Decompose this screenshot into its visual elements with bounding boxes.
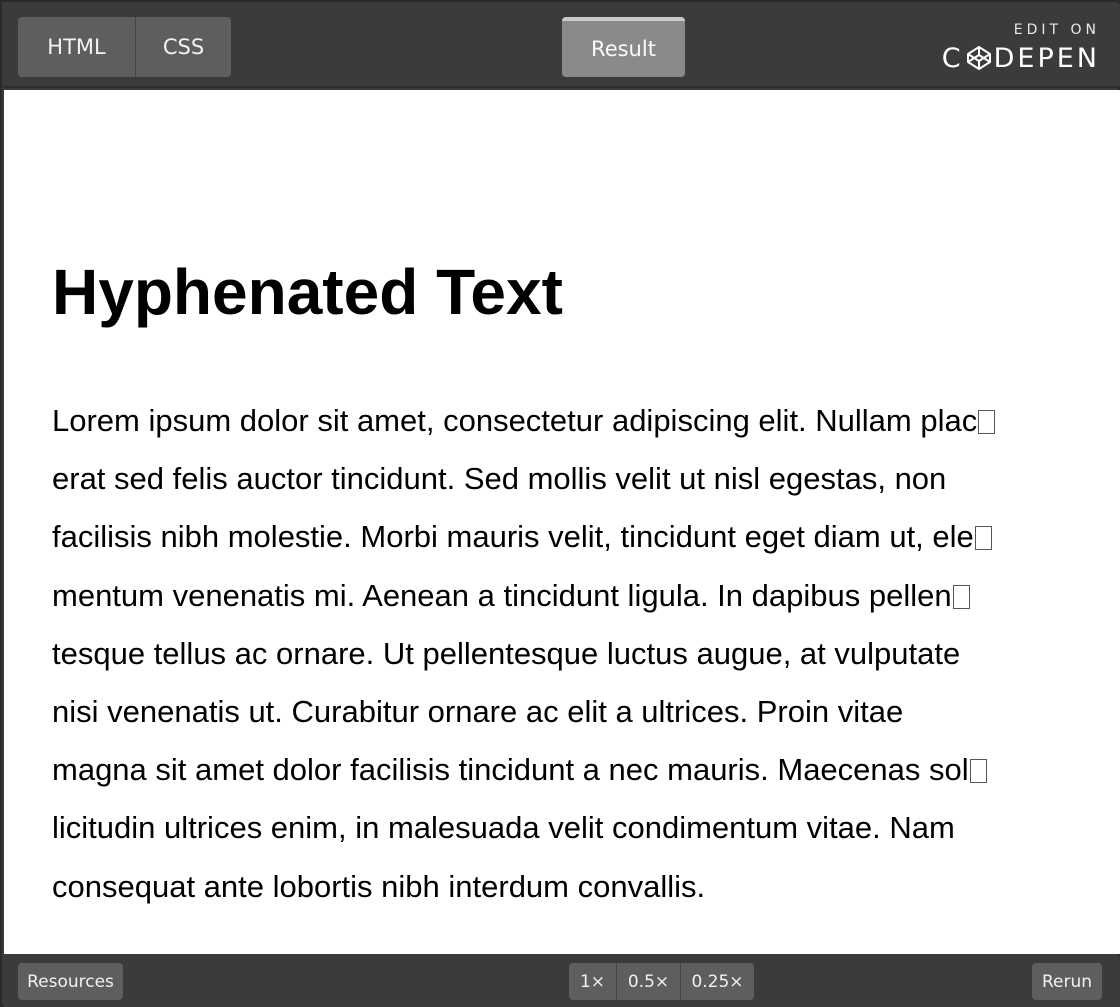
result-pane bbox=[4, 90, 1120, 954]
editor-tabs bbox=[18, 17, 231, 77]
bottom-bar bbox=[4, 956, 1120, 1007]
zoom-1x-button[interactable]: 1× bbox=[569, 963, 617, 1000]
paragraph-line: licitudin ultrices enim, in malesuada velit condimentum vitae. Nam bbox=[52, 810, 955, 846]
paragraph-line: Lorem ipsum dolor sit amet, consectetur adipiscing elit. Nullam plac bbox=[52, 392, 1092, 450]
soft-hyphen-glyph-icon bbox=[953, 585, 970, 609]
tab-result[interactable]: Result bbox=[562, 17, 685, 77]
zoom-0.5x-button[interactable]: 0.5× bbox=[617, 963, 681, 1000]
codepen-wordmark-suffix: DEPEN bbox=[993, 42, 1100, 74]
paragraph-line: facilisis nibh molestie. Morbi mauris velit, tincidunt eget diam ut, ele bbox=[52, 508, 1092, 566]
resources-button[interactable]: Resources bbox=[18, 963, 123, 1000]
edit-on-codepen-link[interactable] bbox=[930, 20, 1100, 76]
edit-on-label: EDIT ON bbox=[1013, 22, 1100, 38]
paragraph-line: mentum venenatis mi. Aenean a tincidunt ligula. In dapibus pellen bbox=[52, 567, 1092, 625]
paragraph-line: magna sit amet dolor facilisis tincidunt a nec mauris. Maecenas sol bbox=[52, 741, 1092, 799]
tab-css[interactable]: CSS bbox=[136, 17, 231, 77]
codepen-wordmark bbox=[942, 42, 1100, 74]
codepen-cube-icon bbox=[966, 45, 992, 71]
soft-hyphen-glyph-icon bbox=[978, 410, 995, 434]
zoom-controls bbox=[569, 963, 754, 1000]
paragraph-line: consequat ante lobortis nibh interdum convallis. bbox=[52, 868, 706, 904]
tab-html[interactable]: HTML bbox=[18, 17, 136, 77]
rerun-button[interactable]: Rerun bbox=[1032, 963, 1102, 1000]
paragraph-line: nisi venenatis ut. Curabitur ornare ac elit a ultrices. Proin vitae bbox=[52, 694, 904, 730]
paragraph-line: tesque tellus ac ornare. Ut pellentesque luctus augue, at vulputate bbox=[52, 635, 961, 671]
soft-hyphen-glyph-icon bbox=[970, 759, 987, 783]
zoom-0.25x-button[interactable]: 0.25× bbox=[681, 963, 754, 1000]
codepen-wordmark-prefix: C bbox=[941, 42, 964, 74]
page-heading: Hyphenated Text bbox=[52, 256, 563, 328]
paragraph-line: erat sed felis auctor tincidunt. Sed mollis velit ut nisl egestas, non bbox=[52, 461, 947, 497]
hyphenated-paragraph bbox=[52, 392, 1092, 916]
soft-hyphen-glyph-icon bbox=[975, 526, 992, 550]
top-bar bbox=[4, 4, 1120, 88]
